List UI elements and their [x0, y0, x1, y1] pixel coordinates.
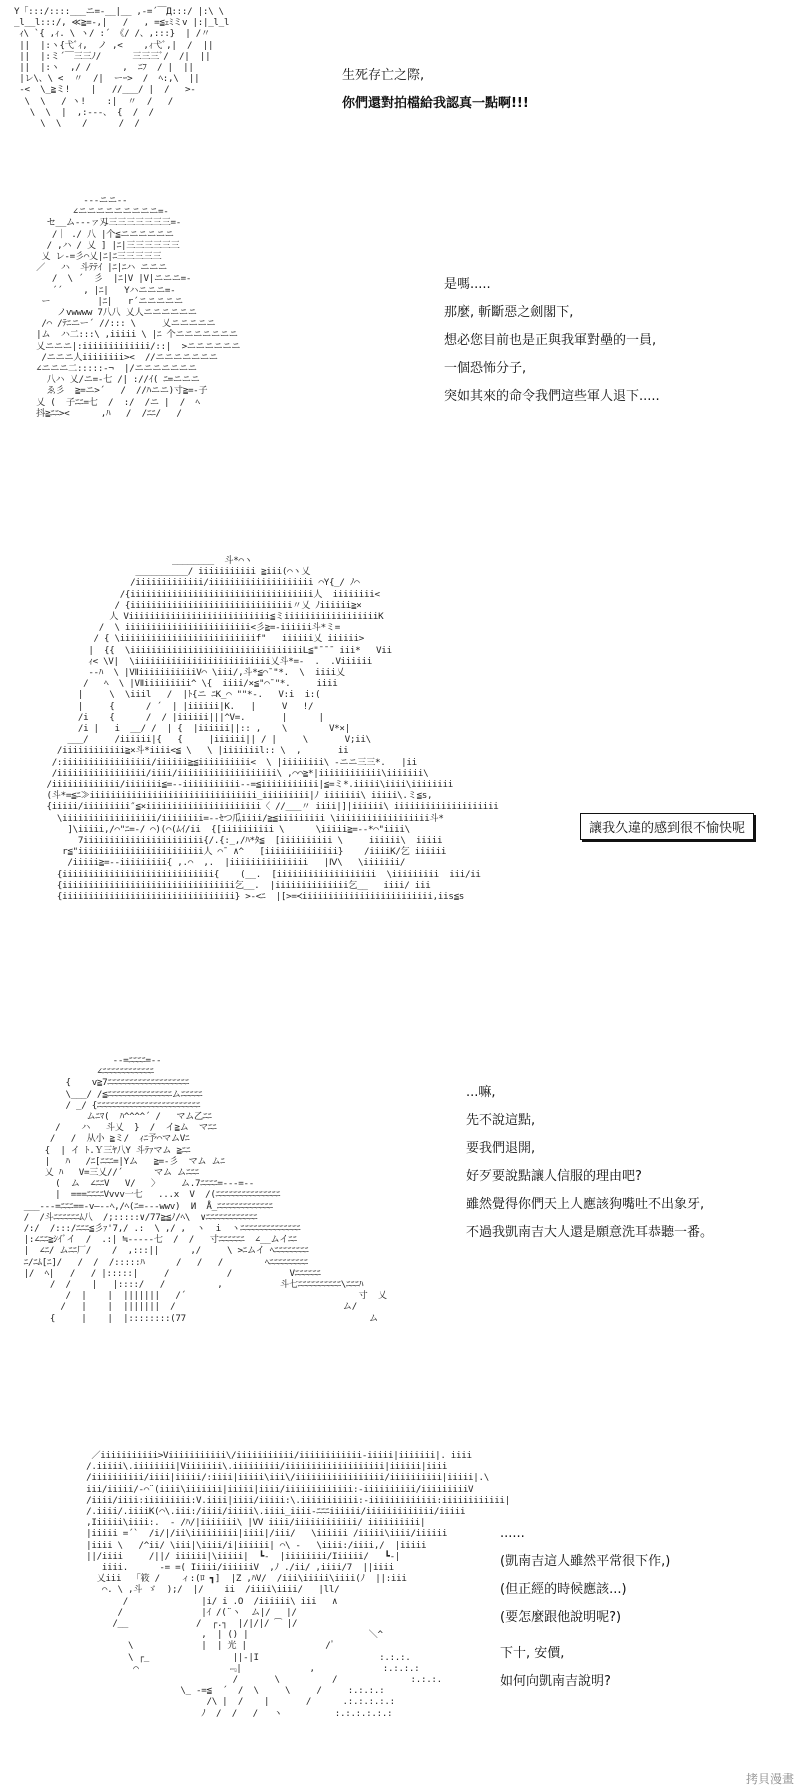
ascii-art-2: ---ニニ-- ∠ニニニニニニニニニ=- セ__ム---ァ刄三三三三三三三=- /｜ ./ 八 |个≦ニニニニニニ / ,ハ / 乂 ] |ﾆ|三三三三三三 乂 レ-=彡⌒乂|ﾆ|ﾆ三三三三三 ／ ハ 斗ﾃﾃｲ |ﾆ|ﾆハ ニニニ / \ ´ 彡 |ﾆ|V |V|ニニニ=- ´´ , |ﾆ| Yハニニニ=- ー |ﾆ| r´ニニニニニ ノvwwww 7八八 乂人ニニニニニニ /⌒ /ﾃﾆニー´ //::: \ 乂ニニニニニ |ム ハ二:::\ ,iiiii \ |ﾆ 个ニニニニニニニ 乂ニニニ|:iiiiiiiiiiiii/::| >ニニニニニニ /ニニニ人iiiiiiii>< //ニニニニニニニ ∠ニニニ二:::::-¬ |/ニニニニニニニ 八ハ 乂/ニ=-七 /| ://ｲ( ﾆ=ニニニ ゑ彡 ≧=ニ>´ / //ﾊニニ)寸≧=-子 乂 ( 子ﾆﾆ=七 / :/ /ニ | / ﾍ 抖≧ﾆﾆ>< ,ﾊ / /ﾆﾆ/ /	[36, 195, 241, 419]
dialogue-line: 先不說這點,	[466, 1113, 536, 1128]
dialogue-line: 雖然覺得你們天上人應該狗嘴吐不出象牙,	[466, 1197, 705, 1212]
dialogue-line: 不過我凱南吉大人還是願意洗耳恭聽一番。	[466, 1225, 714, 1240]
dialogue-line: 一個恐怖分子,	[444, 361, 527, 376]
dialogue-line: (要怎麼跟他說明呢?)	[500, 1610, 622, 1625]
dialogue-line: 是嗎.....	[444, 277, 491, 292]
dialogue-line: 下十, 安價,	[500, 1646, 565, 1661]
dialogue-line: ...嘛,	[466, 1085, 496, 1100]
dialogue-line: (但正經的時候應該...)	[500, 1582, 627, 1597]
panel-2	[0, 195, 800, 485]
dialogue-5	[500, 1520, 670, 1696]
dialogue-4	[466, 1079, 713, 1247]
dialogue-line: 好歹要說點讓人信服的理由吧?	[466, 1169, 642, 1184]
panel-3	[0, 555, 800, 1035]
dialogue-line: 那麼, 斬斷惡之劍閣下,	[444, 305, 574, 320]
dialogue-line: 生死存亡之際,	[342, 68, 425, 83]
watermark: 拷貝漫畫	[745, 1772, 794, 1786]
dialogue-line: 要我們退開,	[466, 1141, 536, 1156]
dialogue-line: 想必您目前也是正與我軍對壘的一員,	[444, 333, 657, 348]
dialogue-1	[342, 62, 529, 118]
dialogue-2	[444, 271, 660, 411]
boxed-dialogue: 讓我久違的感到很不愉快呢	[580, 813, 754, 840]
ascii-art-4: --=ﾆﾆﾆﾆ=-- ∠ﾆﾆﾆﾆﾆﾆﾆﾆﾆﾆﾆﾆ { v≧7ﾆﾆﾆﾆﾆﾆﾆﾆﾆﾆﾆﾆﾆﾆﾆﾆﾆﾆﾆ \___/ /≦ﾆﾆﾆﾆﾆﾆﾆﾆﾆﾆﾆﾆﾆﾆﾆムﾆﾆﾆﾆﾆ / _/ {ﾆﾆﾆﾆﾆﾆﾆﾆﾆﾆﾆﾆﾆﾆﾆﾆﾆﾆﾆﾆﾆﾆﾆﾆ ムﾆﾏ( ﾊ^^^^´ / マム乙ﾆﾆ / ハ 斗乂 } / イ≧ム マﾆﾆ / / 从小 ≧ミ/ ｨﾆ予⌒マムVﾆ { | イ ﾄ.Ｙ三ﾔ八Y 斗ﾃｧマム ≧ﾆﾆ | ﾊ /ﾆ[ﾆﾆﾆ=|Yム ≧=-彡 マム ムﾆ 乂 ﾊ V=三乂//´ マム ムﾆﾆﾆ ( ム ∠ﾆﾆV V/ 〉 ム.7ﾆﾆﾆﾆ=---=-- | ===ﾆﾆﾆﾆVvvv一七 ...x V /(ﾆﾆﾆﾆﾆﾆﾆﾆﾆﾆﾆﾆﾆﾆﾆ ___---=ﾆﾆﾆ==-v―--ﾍ,/ﾍ(ﾆ=---wwv) И Å_ﾆﾆﾆﾆﾆﾆﾆﾆﾆﾆﾆﾆﾆ / /斗ﾆﾆﾆﾆﾆﾆﾑ八 /;:::::∨/77≧≦ﾉ/ﾍ\ ∨ﾆﾆﾆﾆﾆﾆﾆﾆﾆﾆﾆﾆ /:/ /:::/ﾆﾆﾆ≦彡ｧ'7,/ .: \ ,/ , ヽ i ヽﾆﾆﾆﾆﾆﾆﾆﾆﾆﾆﾆﾆﾆﾆ |:∠ﾆﾆ≧ｼｲﾞイ / .:| ≒-----七 / / 寸ﾆﾆﾆﾆﾆﾆ ∠__ムイﾆﾆ | ∠ﾆ/ ムﾆﾆ厂/ / ,:::|| ,/ \ >ﾆムイ ﾍﾆﾆﾆﾆﾆﾆﾆﾆ ﾆ/ﾆﾑ[ﾆ]/ / / /:::::ﾊ / / / ﾍﾆﾆﾆﾆﾆﾆﾆﾆﾆ |/ ﾍ| / / |:::::| / / Vﾆﾆﾆﾆﾆﾆ / / | |::::/ / , 斗七ﾆﾆﾆﾆﾆﾆﾆﾆﾆﾆ\ﾆﾆﾆﾊ / | | ||||||| /´ 寸 乂 / | | ||||||| / ム/ { | | |::::::::(77 ム	[23, 1055, 387, 1324]
panel-5	[0, 1450, 800, 1790]
ascii-art-1: Y「:::/::::___ニ=-__|__ ,-=´￣Д:::/ |:\ \ _l__l:::/, ≪≧=-,| / , =≦ｪﾐミv |:|_l_l ｨ\ `{ ,ｨ. \ ヽ/ :´ 《/ /、,:::} | /〃 || |:ヽ{弋ﾞｨ, ノ ,< ,ｨ弋ﾞ,| / || || |:ミ´￣三三ﾉ/ 三三三ﾞ/ /| || || |:ヽ ,/ / , ﾆﾌ / | || |レ\、\ < 〃 /| ーｰ> / ﾍ:,\ || -< \_≧ミ! | //___/ | / >- \ \ / ヽ! :| 〃 / / \ \ | ,:---、 { / / \ \ / / /	[14, 6, 230, 130]
dialogue-line: 突如其來的命令我們這些軍人退下.....	[444, 389, 660, 404]
dialogue-line: 如何向凱南吉說明?	[500, 1674, 611, 1689]
dialogue-line: ......	[500, 1526, 525, 1541]
ascii-art-5: ／iiiiiiiiiii>Viiiiiiiiiii\/iiiiiiiiiii/iiiiiiiiiiii-iiiii|iiiiiii|. iiii /.iiiii\.iiiiiiii|Viiiiiii\.iiiiiiiii/iiiiiiiiiiiiiiiiiii|iiiiii|iiii /iiiiiiiiii/iiii|iiiii/:iiii|iiiii\iii\/iiiiiiiiiiiiiiiii/iiiiiiiiii|iiiii|.\ iii/iiiii/-⌒¨(iiii\iiiiiii|iiiii|iiii/iiiiiiiiiiiii:-iiiiiiiiii/iiiiiiiiiV /iiii/iiii:iiiiiiiii:V.iiii|iiii/iiiii:\.iiiiiiiiiii:-iiiiiiiiiiiii:iiiiiiiiiiii| /.iiii/.iiiiK(⌒\.iii:/iiii/iiiii\.iiii_iiii-ﾆﾆﾆiiiiii/iiiiiiiiiiiii/iiiii ,Iiiiii\iiii:. - /ﾊ/|iiiiiii\ |VV iiii/iiiiiiiiiiii/ iiiiiiiiii| |iiiii =´` /i/|/ii\iiiiiiiii|iiii|/iii/ \iiiiii /iiiii\iiii/iiiiii |iiii \ /^ii/ \iii|\iiii/i|iiiiii| ⌒\ - \iiii:/iiii,/ |iiiii ||/iiii /||/ iiiiii|\iiiii| ┗- |iiiiiiii/Iiiiii/ ┗-| iiii. -= =( Iiiii/iiiiiiV ,ﾉ ./ii/ ,iiii/7 ||iiii 乂iii 「筱 / ィ:(ﾛ ┓] |Z ,ﾊV/ /iii\iiiii\iiii(ﾉ ||:iii ⌒. \ ,斗 ゞ );/ |/ ii /iiii\iiii/ |ll/ / |i/ i .O /iiiiii\ iii ∧ / |ｲ /(¨ヽ ム|/ |/ /__ / ┌.┐ |/|/|/ ⁀ |/ , | () | ＼^ \ | | 光 | /ﾟ \ ┌_ ||-|I :.:.:. ⌒ ﹃| , :.:.:.: / \ / :.:.:. \_ -=≦ ´ / \ \ / :.:.:.: /\ | / | / .:.:.:.:.: ﾉ / / / ヽ :.:.:.:.:.:	[86, 1450, 510, 1719]
dialogue-line: 你們還對拍檔給我認真一點啊!!!	[342, 96, 529, 111]
ascii-art-3: ________ 斗*⌒ヽ __________/ iiiiiiiiiii ≧iii(⌒ヽ乂 /iiiiiiiiiiiii/iiiiiiiiiiiiiiiiiiii ⌒Y{_/ ﾉ⌒ /{iiiiiiiiiiiiiiiiiiiiiiiiiiiiiiiiiii人 iiiiiiii< / {iiiiiiiiiiiiiiiiiiiiiiiiiiiiiii〃乂 ﾉiiiiii≧× 人 Viiiiiiiiiiiiiiiiiiiiiiiiiii≦ミiiiiiiiiiiiiiiiiiiK / \ iiiiiiiiiiiiiiiiiiiiiiii<彡≧=-iiiiii斗*ミ= / { \iiiiiiiiiiiiiiiiiiiiiiiiiif" iiiiii乂 iiiiii> | {{ \iiiiiiiiiiiiiiiiiiiiiiiiiiiiiiiiiL≦"¯¯¯ iii* Vii ｨ< \V| \iiiiiiiiiiiiiiiiiiiiiiiiii乂斗*=- . .Viiiiii --ﾊ \ |VⅡiiiiiiiiiiiV⌒ \iii/,斗*≦⌒¯"*. \ iiii乂 / ﾍ \ |VⅡiiiiiiiii^ \{ iiii/×≦"⌒¯"*. iiii | \ \iiil / |ﾄ{ニ ﾆK_⌒ ""*‐. V:i i:( | { / ´ | |iiiiii|K. | V !/ /i { / / |iiiiii|||^V=. | | /i | i __/ / | { |iiiiii||:: , \ V*×| ___/ /iiiiii|{ { |iiiiii|| / | \ V;ii\ /iiiiiiiiiiii≧×斗*iiii<≦ \ \ |iiiiiiil:: \ , ii /:iiiiiiiiiiiiiiiii/iiiiii≧≦iiiiiiiiii< \ |iiiiiiii\ -ニニ三三*. |ii /iiiiiiiiiiiiiiiii/iiii/iiiiiiiiiiiiiiiiiii\ ,⌒⌒≧*|iiiiiiiiiiii\iiiiiii\ /iiiiiiiiiiiii/iiiiiii≦=--iiiiiiiiiii--=≦iiiiiiiiiii|≦=ミ*.iiiii\iiii\iiiiiiii (斗*=≦ﾆ≫iiiiiiiiiiiiiiiiiiiiiiiiiiiiiiii_iiiiiiiii|ﾉ iiiiiii\ iiiii\.ミ≦s, {iiiii/iiiiiiiii″≦×iiiiiiiiiiiiiiiiiiiiii〈 //___〃 iiii|]|iiiiii\ iiiiiiiiiiiiiiiiiiii \iiiiiiiiiiiiiiiiii/iiiiiiii=--ｾつ瓜iiii/≧≦iiiiiiiii \iiiiiiiiiiiiiiiiii斗* ]\iiiii,/⌒"ﾆ=-/ ⌒)(⌒(ﾑｲ/ii {[iiiiiiiiii \ \iiiii≧=--*⌒"iiii\ 7iiiiiiiiiiiiiiiiiiiiiii{/.{:_,/ﾊ*ﾀ≦ [iiiiiiiiii \ iiiiii\ iiiii r≦"iiiiiiiiiiiiiiiiiiiiiiii人 ⌒¯ ∧^ [iiiiiiiiiiiiii} /iiiiK/乞 iiiiii /iiiii≧=--iiiiiiiii{ ,.⌒ ,. |iiiiiiiiiiiiiii |Ⅳ\ \iiiiiii/ {iiiiiiiiiiiiiiiiiiiiiiiiiiiii{ (__. [iiiiiiiiiiiiiiiiiii \iiiiiiiii iii/ii {iiiiiiiiiiiiiiiiiiiiiiiiiiiiiiiii乞__. |iiiiiiiiiiiiii乞__ iiii/ iii {iiiiiiiiiiiiiiiiiiiiiiiiiiiiiiiii} >-<ﾆ |[>=≺iiiiiiiiiiiiiiiiiiiiiiiii,iis≦s	[46, 555, 499, 903]
panel-1	[0, 0, 800, 190]
dialogue-line: (凱南吉這人雖然平常很下作,)	[500, 1554, 671, 1569]
panel-4	[0, 1055, 800, 1435]
